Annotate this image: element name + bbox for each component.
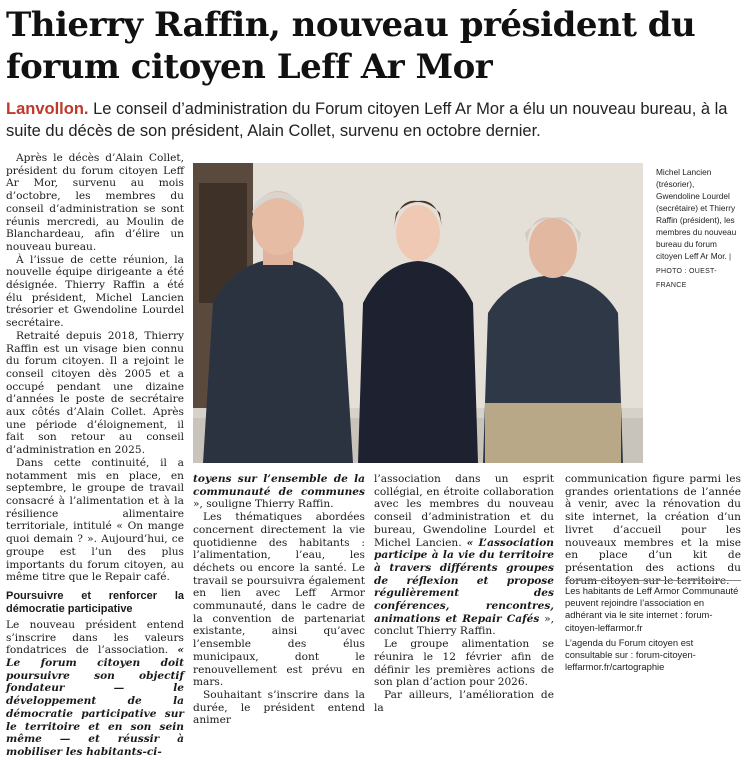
col3-p1-quote: « L’association participe à la vie du territoire à travers différents groupes de réflexion et propose régulièrement des conférences, rencontres, animations et Repair Cafés <box>374 536 554 625</box>
caption-text: Michel Lancien (trésorier), Gwendoline Lourdel (secrétaire) et Thierry Raffin (président), les membres du nouveau bureau du forum citoyen Leff Ar Mor. <box>656 167 737 261</box>
col3-paragraph-1 <box>374 473 554 638</box>
info-box <box>565 580 741 676</box>
lead-city: Lanvollon. <box>6 100 89 118</box>
photo-credit: | PHOTO : OUEST-FRANCE <box>656 254 732 289</box>
col3-p1-end: », conclut Thierry Raffin. <box>374 612 554 638</box>
info-paragraph-2: L’agenda du Forum citoyen est consultable sur : forum-citoyen-leffarmor.fr/cartographie <box>565 636 696 673</box>
headline: Thierry Raffin, nouveau président du forum citoyen Leff Ar Mor <box>6 5 696 87</box>
subheading: Poursuivre et renforcer la démocratie participative <box>6 589 184 615</box>
col1-paragraph-4: Dans cette continuité, il a notamment mis en place, en septembre, le groupe de travail consacré à l’alimentation et à la résilience alimentaire territoriale, intitulé « On mange quoi demain ? ». Aujourd’hui, ce groupe est l’un des plus importants du forum citoyen, au même titre que le Repair café. <box>6 456 184 584</box>
photo-caption <box>656 166 740 292</box>
col4-paragraph-1: communication figure parmi les grandes orientations de l’année à venir, avec la rénovation du site internet, la création d’un livret d’accueil pour les nouveaux membres et la mise en place d’un kit de présentation des actions du forum citoyen sur le territoire. <box>565 473 741 587</box>
col2-paragraph-1 <box>193 473 365 511</box>
info-paragraph-1: Les habitants de Leff Armor Communauté peuvent rejoindre l’association en adhérant via le site internet : forum-citoyen-leffarmor.fr <box>565 585 739 633</box>
col2-paragraph-2: Les thématiques abordées concernent directement la vie quotidienne des habitants : l’alimentation, l’eau, les déchets ou encore la santé. Le travail se poursuivra également en lien avec Leff Armor communauté, dans le cadre de la convention de partenariat existante, ainsi qu’avec l’ensemble des élus municipaux, dont le renouvellement est prévu en mars. <box>193 511 365 689</box>
col1-p5-text: Le nouveau président entend s’inscrire dans les valeurs fondatrices de l’association. <box>6 618 184 657</box>
article-column-2 <box>193 473 365 727</box>
col1-paragraph-3: Retraité depuis 2018, Thierry Raffin est un visage bien connu du forum citoyen. Il a rejoint le conseil citoyen dès 2005 et a occupé pendant une dizaine d’années le poste de secrétaire aux côtés d’Alain Collet. Après une période d’éloignement, il fait son retour au conseil d’administration en 2025. <box>6 329 184 457</box>
col3-p1-text: l’association dans un esprit collégial, en étroite collaboration avec les membres du nouveau conseil d’administration et du bureau, Gwendoline Lourdel et Michel Lancien. <box>374 473 554 549</box>
col1-paragraph-1: Après le décès d’Alain Collet, président du forum citoyen Leff Ar Mor, survenu au mois d’octobre, les membres du conseil d’administration se sont réunis mercredi, au Moulin de Blanchardeau, afin d’élire un nouveau bureau. <box>6 152 184 253</box>
article-column-4 <box>565 473 741 587</box>
article-column-1 <box>6 152 184 759</box>
col1-paragraph-5 <box>6 619 184 759</box>
photo-illustration <box>193 163 643 463</box>
col1-p5-quote: « Le forum citoyen doit poursuivre son objectif fondateur — le développement de la démocratie participative sur le territoire et en son sein même — et réussir à mobiliser les habitants-ci- <box>6 644 184 758</box>
col3-paragraph-3: Par ailleurs, l’amélioration de la <box>374 688 554 714</box>
col3-paragraph-2: Le groupe alimentation se réunira le 12 février afin de définir les premières actions de son plan d’action pour 2026. <box>374 638 554 689</box>
col2-paragraph-3: Souhaitant s’inscrire dans la durée, le président entend animer <box>193 688 365 727</box>
col2-p1-text: », souligne Thierry Raffin. <box>193 498 334 511</box>
col2-p1-quote: toyens sur l’ensemble de la communauté de communes <box>193 473 365 498</box>
article-photo <box>193 163 643 463</box>
col1-paragraph-2: À l’issue de cette réunion, la nouvelle équipe dirigeante a été désignée. Thierry Raffin a été élu président, Michel Lancien trésorier et Gwendoline Lourdel secrétaire. <box>6 253 184 330</box>
lead-text: Le conseil d’administration du Forum citoyen Leff Ar Mor a élu un nouveau bureau, à la suite du décès de son président, Alain Collet, survenu en octobre dernier. <box>6 100 728 140</box>
article-column-3 <box>374 473 554 714</box>
lead-paragraph <box>6 98 736 142</box>
